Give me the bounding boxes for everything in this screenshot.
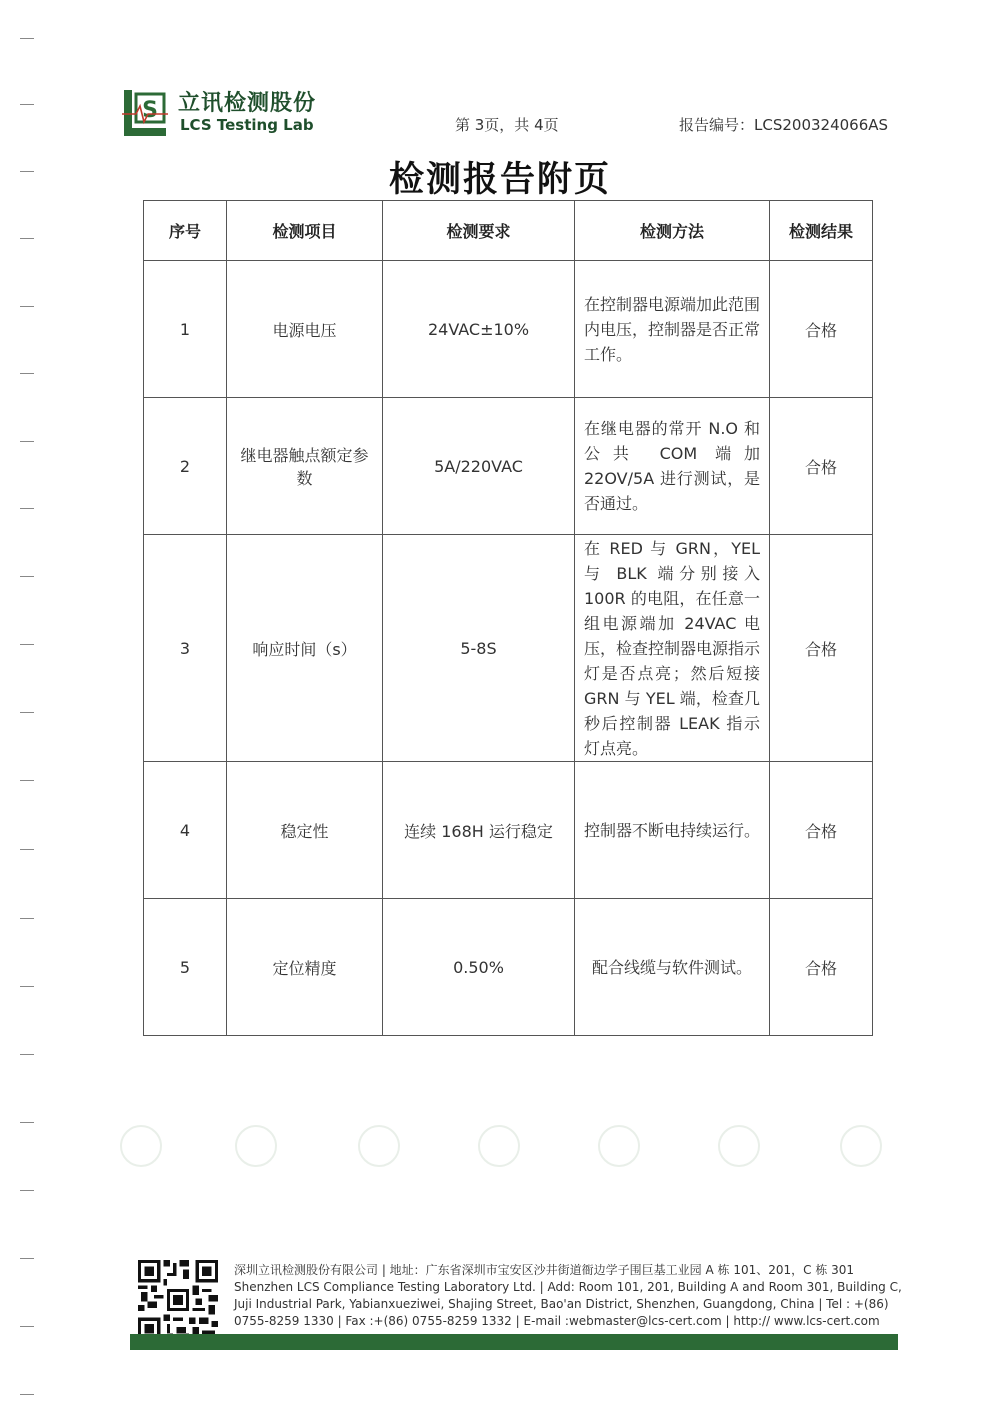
cell-result: 合格: [770, 535, 873, 762]
table-header-row: [144, 201, 873, 261]
table-row: [144, 398, 873, 535]
cell-item: 继电器触点额定参数: [227, 398, 383, 535]
cell-item: 电源电压: [227, 261, 383, 398]
company-logo: [122, 88, 332, 140]
svg-text:S: S: [142, 98, 158, 123]
column-header-requirement: 检测要求: [383, 201, 575, 261]
cell-requirement: 24VAC±10%: [383, 261, 575, 398]
table-row: [144, 762, 873, 899]
table-row: [144, 899, 873, 1036]
cell-result: 合格: [770, 762, 873, 899]
page-info: 第 3页，共 4页: [455, 116, 559, 134]
table-row: [144, 535, 873, 762]
column-header-method: 检测方法: [575, 201, 770, 261]
footer-green-bar: [130, 1334, 898, 1350]
cell-method: 在控制器电源端加此范围内电压，控制器是否正常工作。: [575, 261, 770, 398]
company-name-cn: 立讯检测股份: [178, 91, 317, 116]
cell-method: 在 RED 与 GRN，YEL 与 BLK 端分别接入 100R 的电阻，在任意一组电源端加 24VAC 电压，检查控制器电源指示灯是否点亮；然后短接 GRN 与 YEL 端，检查几秒后控制器 LEAK 指示灯点亮。: [575, 535, 770, 762]
cell-item: 响应时间（s）: [227, 535, 383, 762]
column-header-result: 检测结果: [770, 201, 873, 261]
footer-line-cn: 深圳立讯检测股份有限公司 | 地址：广东省深圳市宝安区沙井街道衙边学子围巨基工业园 A 栋 101、201，C 栋 301: [234, 1263, 855, 1277]
column-header-item: 检测项目: [227, 201, 383, 261]
cell-requirement: 5A/220VAC: [383, 398, 575, 535]
cell-requirement: 连续 168H 运行稳定: [383, 762, 575, 899]
footer-line-en-3: 0755-8259 1330 | Fax :+(86) 0755-8259 1332 | E-mail :webmaster@lcs-cert.com | http:// www.lcs-cert.com: [234, 1314, 880, 1328]
cell-no: 4: [144, 762, 227, 899]
cell-result: 合格: [770, 398, 873, 535]
lcs-logo-icon: [122, 88, 170, 138]
cell-no: 3: [144, 535, 227, 762]
cell-no: 5: [144, 899, 227, 1036]
cell-requirement: 5-8S: [383, 535, 575, 762]
cell-item: 稳定性: [227, 762, 383, 899]
test-results-table: [143, 200, 873, 1036]
footer-line-en-2: Juji Industrial Park, Yabianxueziwei, Shajing Street, Bao'an District, Shenzhen, Guangdong, China | Tel : +(86): [234, 1297, 889, 1311]
footer-contact-info: [234, 1262, 902, 1330]
footer-line-en-1: Shenzhen LCS Compliance Testing Laboratory Ltd. | Add: Room 101, 201, Building A and Room 301, Building C,: [234, 1280, 902, 1294]
column-header-no: 序号: [144, 201, 227, 261]
qr-code-icon: [138, 1260, 218, 1340]
cell-requirement: 0.50%: [383, 899, 575, 1036]
cell-item: 定位精度: [227, 899, 383, 1036]
cell-method: 在继电器的常开 N.O 和公共 COM 端加 22OV/5A 进行测试，是否通过。: [575, 398, 770, 535]
cell-method: 控制器不断电持续运行。: [575, 762, 770, 899]
table-row: [144, 261, 873, 398]
cell-no: 1: [144, 261, 227, 398]
binding-margin: [0, 0, 40, 1413]
page-title: 检测报告附页: [388, 160, 611, 200]
cell-result: 合格: [770, 899, 873, 1036]
cell-result: 合格: [770, 261, 873, 398]
report-number: 报告编号：LCS200324066AS: [679, 116, 889, 134]
cell-no: 2: [144, 398, 227, 535]
cell-method: 配合线缆与软件测试。: [575, 899, 770, 1036]
company-name-en: LCS Testing Lab: [180, 116, 314, 134]
